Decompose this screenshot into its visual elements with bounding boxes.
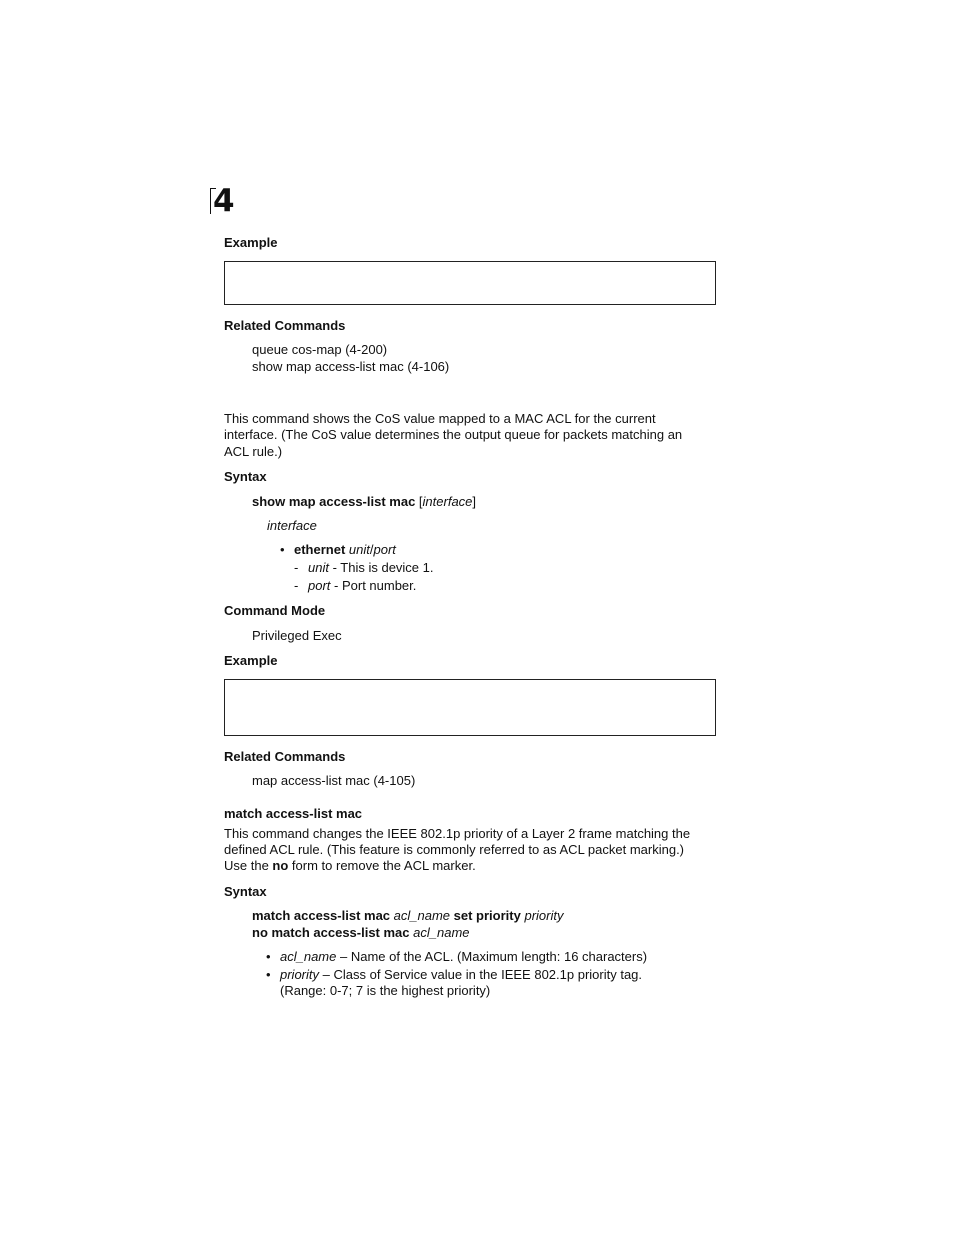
example-heading: Example (224, 235, 278, 250)
command-mode-value: Privileged Exec (252, 628, 342, 643)
ethernet-port: port (373, 542, 396, 557)
related-command-item: map access-list mac (4-105) (252, 773, 416, 788)
ethernet-unit: unit (348, 542, 370, 557)
param-suboption (294, 578, 416, 595)
dash-glyph: - (294, 578, 299, 593)
desc-text: form to remove the ACL marker. (288, 858, 476, 873)
description-line (224, 858, 476, 875)
ethernet-keyword: ethernet (294, 542, 346, 557)
description-line: This command changes the IEEE 802.1p priority of a Layer 2 frame matching the (224, 826, 691, 841)
chapter-bracket (210, 188, 211, 214)
syntax-bracket-close: ] (472, 494, 477, 509)
syntax-heading: Syntax (224, 469, 267, 484)
param-bullet (266, 967, 642, 984)
command-title: match access-list mac (224, 806, 363, 821)
param-name: priority (280, 967, 320, 982)
param-name: acl_name (280, 949, 337, 964)
description-line: This command shows the CoS value mapped to a MAC ACL for the current (224, 411, 656, 426)
syntax-bracket-open: [ (415, 494, 423, 509)
bullet-glyph: • (266, 967, 271, 982)
param-description: – Name of the ACL. (Maximum length: 16 characters) (336, 949, 648, 964)
param-name: interface (267, 518, 317, 533)
syntax-line (252, 925, 470, 942)
chapter-number-text: 4 (213, 183, 235, 219)
related-commands-heading: Related Commands (224, 749, 346, 764)
syntax-keyword: set priority (453, 908, 521, 923)
param-suboption (294, 560, 434, 577)
param-option (280, 542, 396, 559)
syntax-command: show map access-list mac (252, 494, 416, 509)
example-code-box (224, 261, 716, 305)
syntax-line (252, 908, 563, 925)
syntax-command: match access-list mac (252, 908, 391, 923)
related-commands-heading: Related Commands (224, 318, 346, 333)
syntax-param: priority (524, 908, 564, 923)
example-heading: Example (224, 653, 278, 668)
ethernet-separator: / (369, 542, 374, 557)
syntax-heading: Syntax (224, 884, 267, 899)
port-name: port (308, 578, 331, 593)
related-command-item: queue cos-map (4-200) (252, 342, 388, 357)
port-description: - Port number. (330, 578, 417, 593)
desc-text: Use the (224, 858, 273, 873)
syntax-param: acl_name (413, 925, 470, 940)
bullet-glyph: • (266, 949, 271, 964)
syntax-param: acl_name (393, 908, 451, 923)
param-description-cont: (Range: 0-7; 7 is the highest priority) (280, 983, 491, 998)
bullet-glyph: • (280, 542, 285, 557)
command-mode-heading: Command Mode (224, 603, 326, 618)
desc-keyword: no (272, 858, 289, 873)
syntax-param: interface (422, 494, 473, 509)
unit-description: - This is device 1. (328, 560, 434, 575)
related-command-item: show map access-list mac (4-106) (252, 359, 450, 374)
description-line: defined ACL rule. (This feature is commonly referred to as ACL packet marking.) (224, 842, 685, 857)
chapter-number (210, 183, 240, 219)
unit-name: unit (308, 560, 329, 575)
param-description: – Class of Service value in the IEEE 802.1p priority tag. (319, 967, 643, 982)
param-bullet (266, 949, 647, 966)
syntax-line (252, 494, 476, 511)
example-code-box (224, 679, 716, 736)
description-line: ACL rule.) (224, 444, 283, 459)
syntax-command: no match access-list mac (252, 925, 410, 940)
description-line: interface. (The CoS value determines the output queue for packets matching an (224, 427, 683, 442)
dash-glyph: - (294, 560, 299, 575)
